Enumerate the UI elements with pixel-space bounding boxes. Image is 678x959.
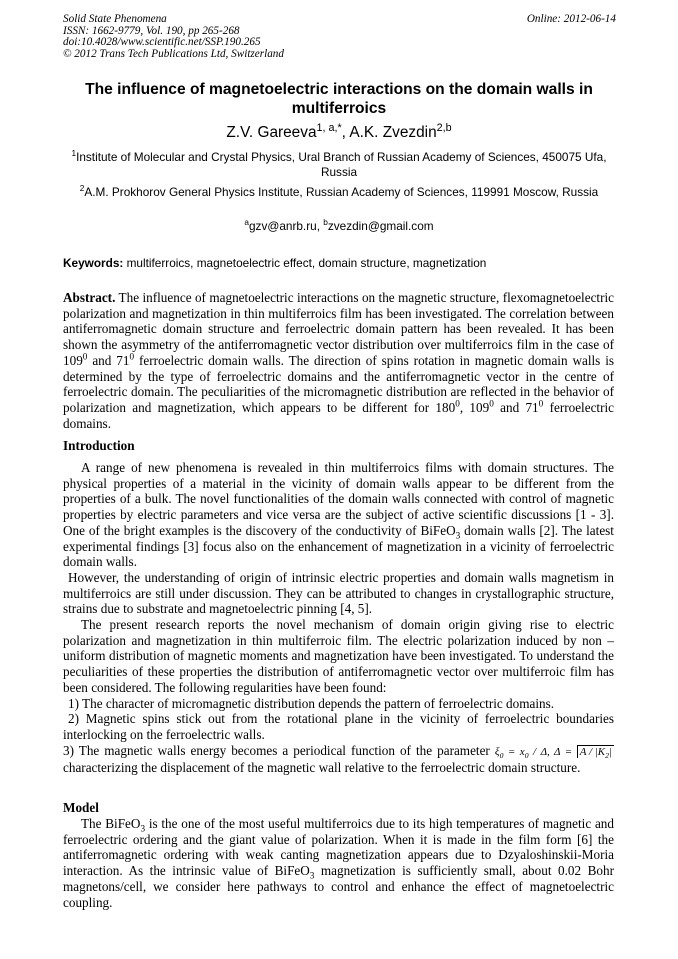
- section-heading-model: Model: [63, 800, 99, 815]
- author-emails: $^a$gzv@anrb.ru, $^b$zvezdin@gmail.com: [244, 218, 434, 233]
- journal-doi[interactable]: doi:10.4028/www.scientific.net/SSP.190.265: [63, 36, 261, 49]
- paragraph: A range of new phenomena is revealed in thin multiferroics films with domain structures. The physical properties of a material in the vicinity of domain walls appear to be different from the properties of a bulk. The novel functionalities of the domain walls connected with control of magnetic properties by electric parameters and vice versa are the subject of active scientific discussions [1 - 3]. One of the bright examples is the discovery of the conductivity of BiFeO$_3$ domain walls [2]. The latest experimental findings [3] focus also on the enhancement of magnetization in a vicinity of ferroelectric domain walls.: [63, 460, 614, 570]
- list-item: 3) The magnetic walls energy becomes a periodical function of the parameter $\xi_0 = x_0 / \Delta$, $\Delta = A / |K_2|$ characterizing the displacement of the magnetic wall relative to the ferroelectric domain structure.: [63, 742, 613, 776]
- introduction-section: [63, 460, 614, 776]
- abstract-label: Abstract.: [63, 290, 116, 305]
- journal-copyright: © 2012 Trans Tech Publications Ltd, Switzerland: [63, 47, 284, 60]
- affiliation: $^2$A.M. Prokhorov General Physics Institute, Russian Academy of Sciences, 119991 Moscow, Russia: [79, 184, 599, 199]
- abstract: Abstract. The influence of magnetoelectric interactions on the magnetic structure, flexomagnetoelectric polarization and magnetization in thin multiferroics film has been investigated. The correlation between antiferromagnetic domain structure and ferroelectric domain pattern has been revealed. It has been shown the asymmetry of the antiferromagnetic vector distribution over multiferroics film in the case of $109^0$ and $71^0$ ferroelectric domain walls. The direction of spins rotation in magnetic domain walls is determined by the type of ferroelectric domains and the antiferromagnetic vector in the centre of ferroelectric domain. The peculiarities of the micromagnetic distribution are reflected in the behavior of polarization and magnetization, which appears to be different for $180^0$, $109^0$ and $71^0$ ferroelectric domains.: [63, 290, 614, 431]
- sqrt-symbol: A / $|K_2|$: [577, 745, 614, 758]
- affiliation: $^1$Institute of Molecular and Crystal Physics, Ural Branch of Russian Academy of Sciences, 450075 Ufa, Russia: [71, 149, 607, 180]
- keywords-text: multiferroics, magnetoelectric effect, domain structure, magnetization: [123, 256, 487, 270]
- author-name: A.K. Zvezdin: [349, 124, 437, 141]
- keywords-label: Keywords:: [63, 256, 124, 270]
- email-link[interactable]: zvezdin@gmail.com: [327, 219, 434, 233]
- model-section: [63, 816, 614, 910]
- author-list: Z.V. Gareeva$^{1, a,*}$, A.K. Zvezdin$^{2,b}$: [226, 121, 452, 141]
- author-affiliation-mark: 2,b: [436, 121, 452, 134]
- paragraph: However, the understanding of origin of intrinsic electric properties and domain walls magnetism in multiferroics are still under discussion. They can be attributed to changes in crystallographic structure, strains due to substrate and magnetoelectric pinning [4, 5].: [63, 569, 614, 617]
- online-date: Online: 2012-06-14: [526, 13, 616, 25]
- paragraph: The present research reports the novel mechanism of domain origin giving rise to electric polarization and magnetization in thin multiferroic film. The electric polarization induced by non – uniform distribution of magnetic moments and magnetization have been investigated. To understand the peculiarities of these properties the distribution of antiferromagnetic vector over multiferroic film has been considered. The following regularities have been found:: [63, 617, 614, 695]
- journal-header: [63, 14, 284, 60]
- keywords: [63, 256, 623, 271]
- paragraph: The BiFeO$_3$ is the one of the most useful multiferroics due to its high temperatures of magnetic and ferroelectric ordering and the giant value of polarization. When it is made in the film form [6] the antiferromagnetic ordering with weak canting magnetization appears due to Dzyaloshinskii-Moria interaction. As the intrinsic value of BiFeO$_3$ magnetization is sufficiently small, about 0.02 Bohr magnetons/cell, we consider here pathways to control and enhance the effect of magnetoelectric coupling.: [63, 816, 614, 910]
- list-item: 2) Magnetic spins stick out from the rotational plane in the vicinity of ferroelectric boundaries interlocking on the ferroelectric walls.: [63, 711, 614, 742]
- author-name: Z.V. Gareeva: [226, 124, 317, 141]
- journal-issn: ISSN: 1662-9779, Vol. 190, pp 265-268: [63, 24, 240, 37]
- formula: $\xi_0 = x_0 / \Delta$, $\Delta = A / |K_2|$: [494, 745, 613, 760]
- paper-title: The influence of magnetoelectric interactions on the domain walls in multiferroics: [85, 81, 593, 117]
- list-item: 1) The character of micromagnetic distribution depends the pattern of ferroelectric domains.: [68, 695, 555, 711]
- email-link[interactable]: gzv@anrb.ru: [248, 219, 317, 233]
- author-affiliation-mark: 1, a,*: [316, 121, 342, 134]
- journal-name: Solid State Phenomena: [63, 13, 167, 25]
- section-heading-introduction: Introduction: [63, 438, 135, 453]
